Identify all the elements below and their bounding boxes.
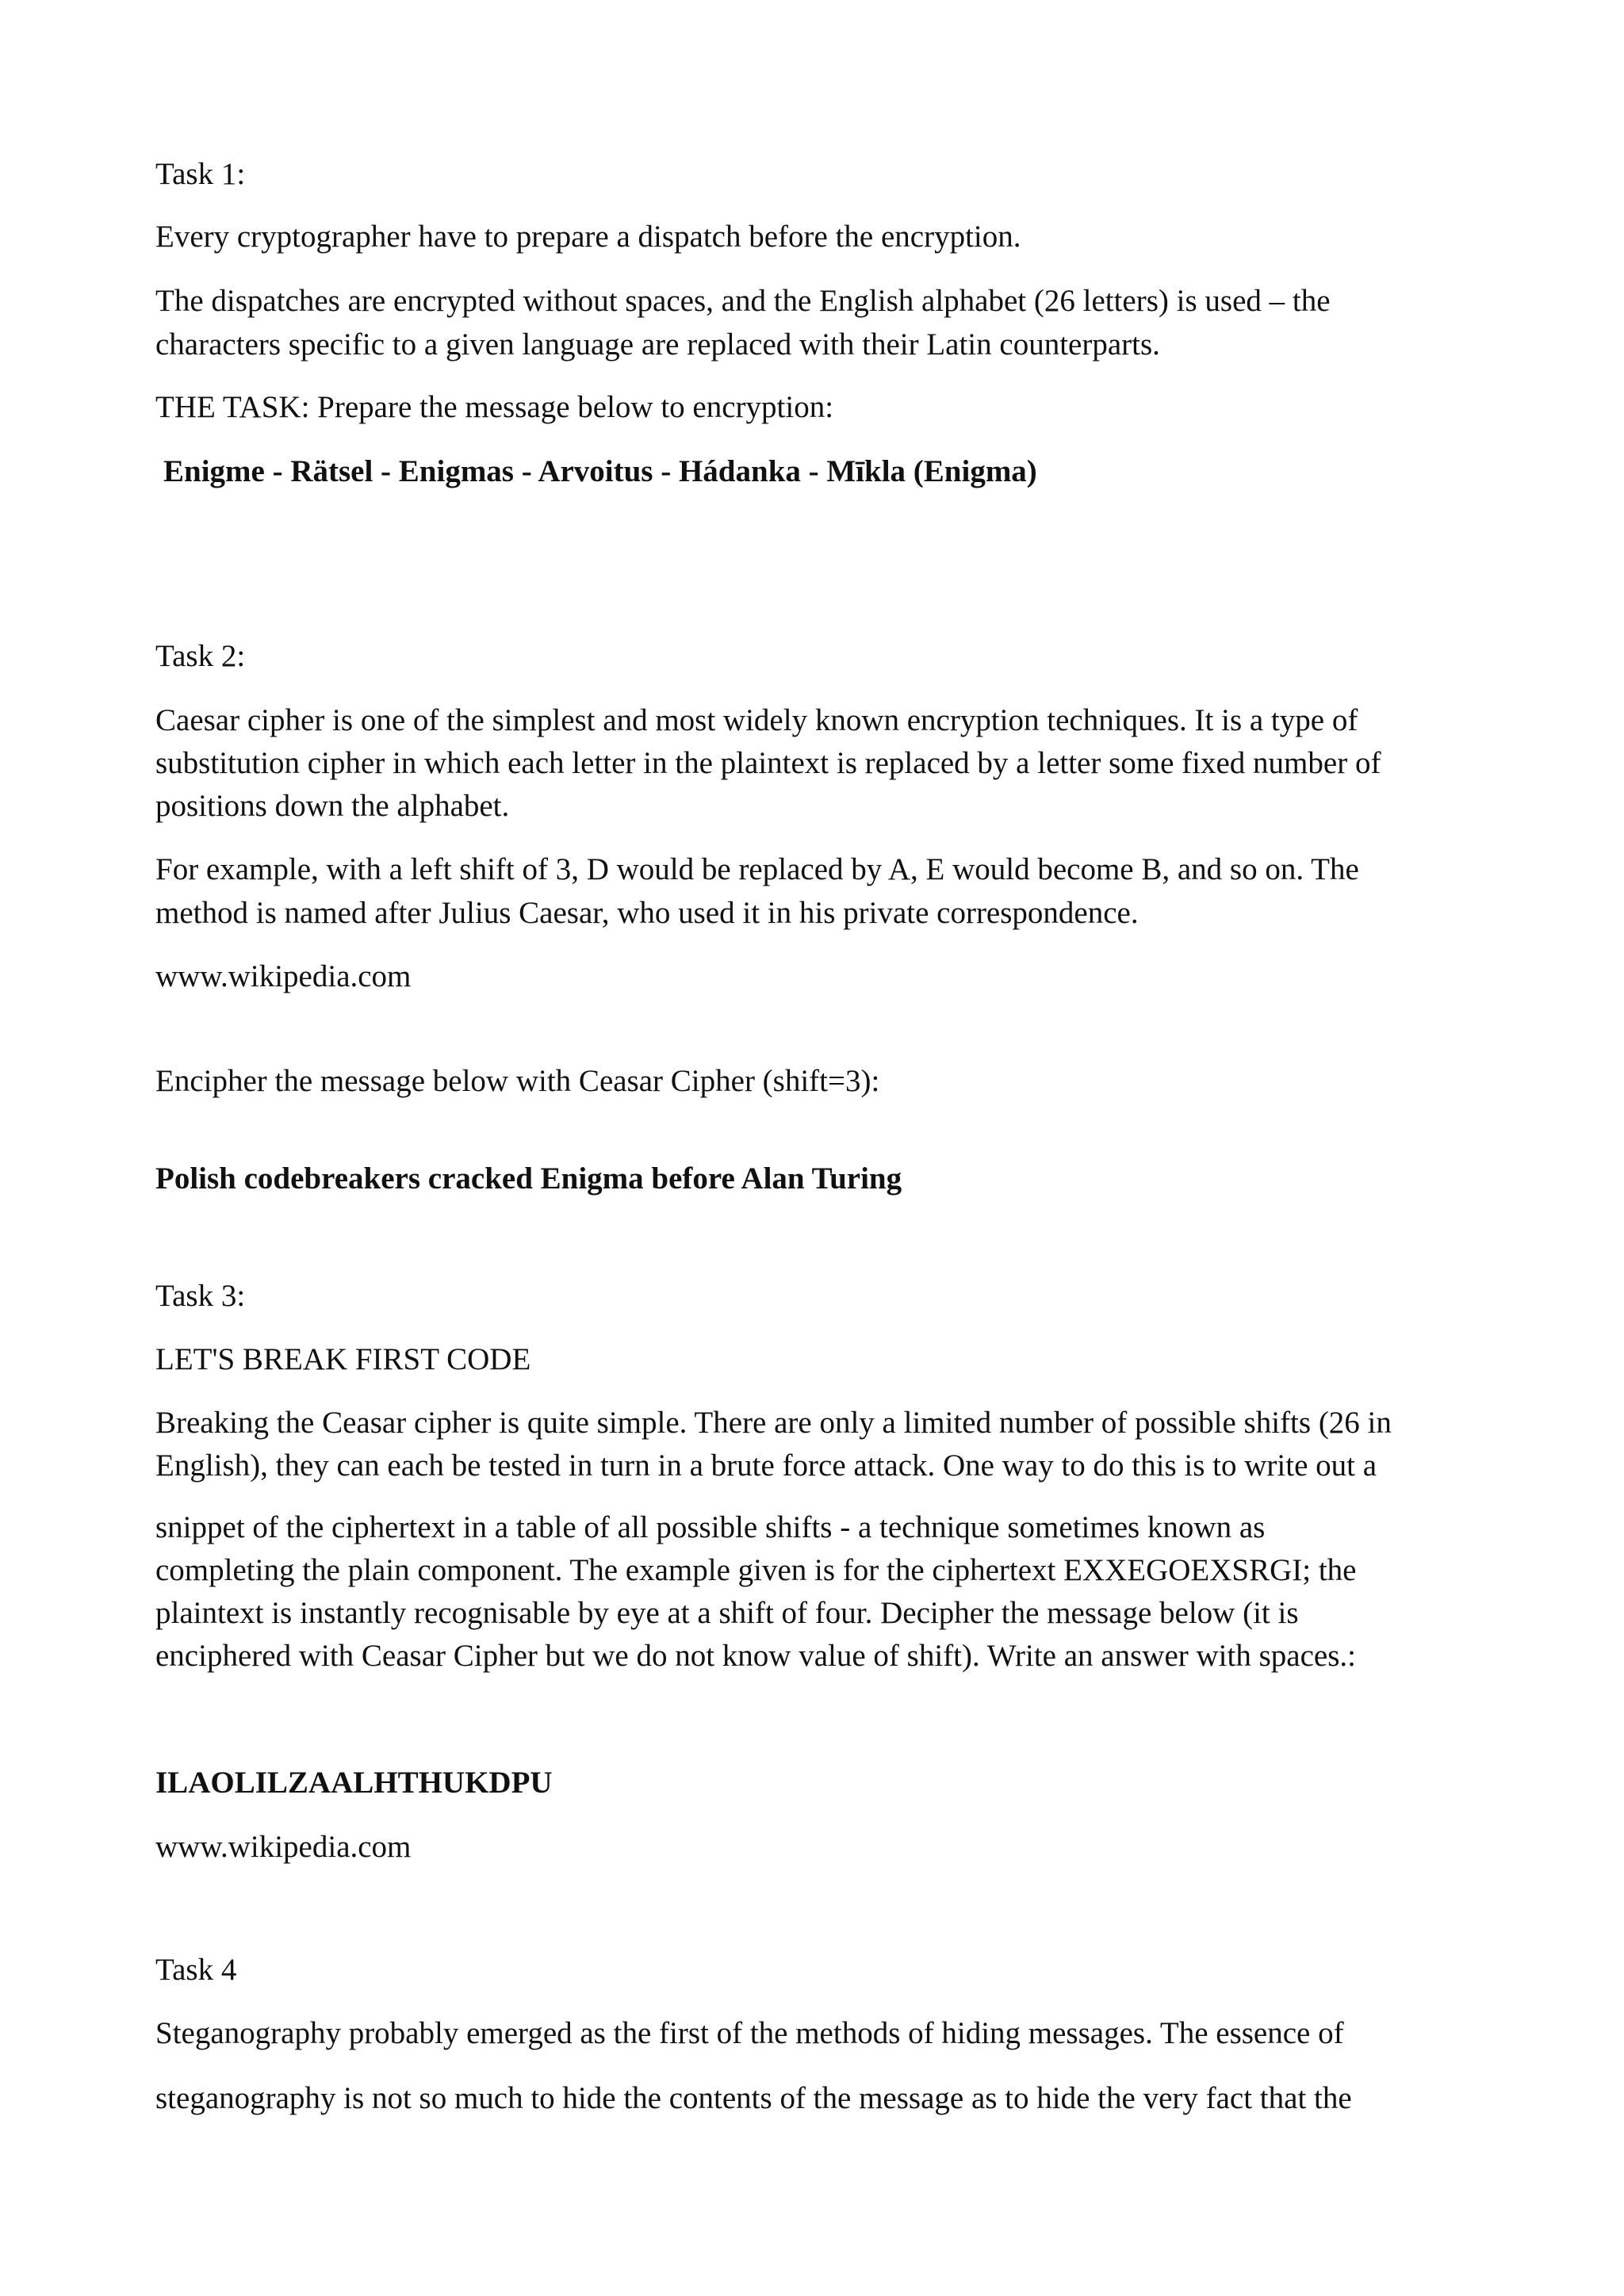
task2-paragraph-line: For example, with a left shift of 3, D would be replaced by A, E would become B, and so on. The bbox=[155, 852, 1359, 886]
task3-paragraph-line: snippet of the ciphertext in a table of all possible shifts - a technique sometimes known as bbox=[155, 1510, 1266, 1544]
task2-message: Polish codebreakers cracked Enigma before Alan Turing bbox=[155, 1161, 902, 1196]
task3-paragraph-line: enciphered with Ceasar Cipher but we do not know value of shift). Write an answer with spaces.: bbox=[155, 1639, 1356, 1673]
task1-paragraph-line: Every cryptographer have to prepare a dispatch before the encryption. bbox=[155, 220, 1021, 254]
task3-paragraph-line: completing the plain component. The example given is for the ciphertext EXXEGOEXSRGI; the bbox=[155, 1553, 1357, 1587]
task4-paragraph-line: Steganography probably emerged as the first of the methods of hiding messages. The essence of bbox=[155, 2016, 1344, 2050]
task3-paragraph-line: English), they can each be tested in turn in a brute force attack. One way to do this is to write out a bbox=[155, 1448, 1377, 1483]
task2-paragraph-line: positions down the alphabet. bbox=[155, 789, 510, 823]
task2-paragraph-line: method is named after Julius Caesar, who used it in his private correspondence. bbox=[155, 896, 1139, 930]
task4-heading: Task 4 bbox=[155, 1953, 237, 1987]
task1-message: Enigme - Rätsel - Enigmas - Arvoitus - Hádanka - Mīkla (Enigma) bbox=[163, 454, 1037, 488]
task1-paragraph-line: characters specific to a given language are replaced with their Latin counterparts. bbox=[155, 327, 1160, 362]
task1-heading: Task 1: bbox=[155, 157, 246, 191]
task2-heading: Task 2: bbox=[155, 639, 246, 673]
task1-instruction: THE TASK: Prepare the message below to encryption: bbox=[155, 390, 834, 424]
task3-source: www.wikipedia.com bbox=[155, 1830, 412, 1864]
task1-paragraph-line: The dispatches are encrypted without spaces, and the English alphabet (26 letters) is used – the bbox=[155, 284, 1331, 318]
task2-paragraph-line: substitution cipher in which each letter in the plaintext is replaced by a letter some fixed number of bbox=[155, 746, 1381, 780]
task2-source: www.wikipedia.com bbox=[155, 959, 412, 993]
task3-paragraph-line: Breaking the Ceasar cipher is quite simple. There are only a limited number of possible shifts (26 in bbox=[155, 1406, 1392, 1440]
task4-paragraph-line: steganography is not so much to hide the contents of the message as to hide the very fact that the bbox=[155, 2081, 1352, 2115]
task3-paragraph-line: plaintext is instantly recognisable by eye at a shift of four. Decipher the message below (it is bbox=[155, 1596, 1299, 1630]
task3-ciphertext: ILAOLILZAALHTHUKDPU bbox=[155, 1766, 553, 1800]
task3-heading: Task 3: bbox=[155, 1279, 246, 1313]
task2-instruction: Encipher the message below with Ceasar Cipher (shift=3): bbox=[155, 1064, 880, 1098]
task2-paragraph-line: Caesar cipher is one of the simplest and most widely known encryption techniques. It is a type of bbox=[155, 703, 1358, 737]
task3-subheading: LET'S BREAK FIRST CODE bbox=[155, 1342, 531, 1376]
